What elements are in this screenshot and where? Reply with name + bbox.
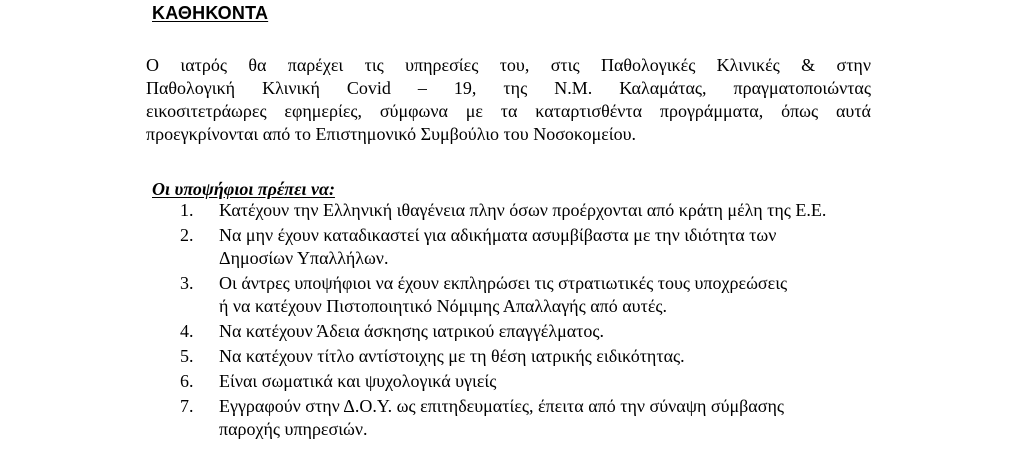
list-item <box>180 370 900 393</box>
list-item <box>180 224 900 270</box>
paragraph-line: Ο ιατρός θα παρέχει τις υπηρεσίες του, στις Παθολογικές Κλινικές & στην <box>146 55 871 75</box>
duties-paragraph <box>146 54 871 146</box>
paragraph-line: Παθολογική Κλινική Covid – 19, της Ν.Μ. Καλαμάτας, πραγματοποιώντας <box>146 78 871 98</box>
item-number: 7. <box>180 396 194 416</box>
item-number: 1. <box>180 200 194 220</box>
item-line: Οι άντρες υποψήφιοι να έχουν εκπληρώσει τις στρατιωτικές τους υποχρεώσεις <box>219 273 788 293</box>
item-text <box>219 199 900 222</box>
list-item <box>180 272 900 318</box>
item-number: 6. <box>180 371 194 391</box>
item-line: Κατέχουν την Ελληνική ιθαγένεια πλην όσων προέρχονται από κράτη μέλη της Ε.Ε. <box>219 200 827 220</box>
item-line: Δημοσίων Υπαλλήλων. <box>219 248 389 268</box>
item-line: Να κατέχουν τίτλο αντίστοιχης με τη θέση ιατρικής ειδικότητας. <box>219 346 685 366</box>
item-line: παροχής υπηρεσιών. <box>219 419 368 439</box>
list-item <box>180 395 900 441</box>
item-text <box>219 224 900 270</box>
item-line: Να κατέχουν Άδεια άσκησης ιατρικού επαγγέλματος. <box>219 321 605 341</box>
paragraph-line: εικοσιτετράωρες εφημερίες, σύμφωνα με τα καταρτισθέντα προγράμματα, όπως αυτά <box>146 101 871 121</box>
item-line: Να μην έχουν καταδικαστεί για αδικήματα ασυμβίβαστα με την ιδιότητα των <box>219 225 777 245</box>
requirements-heading: Οι υποψήφιοι πρέπει να: <box>152 179 335 199</box>
item-number: 2. <box>180 225 194 245</box>
item-line: ή να κατέχουν Πιστοποιητικό Νόμιμης Απαλλαγής από αυτές. <box>219 296 668 316</box>
item-number: 3. <box>180 273 194 293</box>
item-number: 4. <box>180 321 194 341</box>
item-line: Είναι σωματικά και ψυχολογικά υγιείς <box>219 371 497 391</box>
item-text <box>219 272 900 318</box>
item-line: Εγγραφούν στην Δ.Ο.Υ. ως επιτηδευματίες, έπειτα από την σύναψη σύμβασης <box>219 396 784 416</box>
duties-title: ΚΑΘΗΚΟΝΤΑ <box>152 3 269 23</box>
list-item <box>180 320 900 343</box>
requirements-list <box>180 199 900 443</box>
item-text <box>219 395 900 441</box>
item-text <box>219 320 900 343</box>
list-item <box>180 345 900 368</box>
item-text <box>219 370 900 393</box>
list-item <box>180 199 900 222</box>
item-text <box>219 345 900 368</box>
paragraph-line: προεγκρίνονται από το Επιστημονικό Συμβούλιο του Νοσοκομείου. <box>146 124 637 144</box>
item-number: 5. <box>180 346 194 366</box>
